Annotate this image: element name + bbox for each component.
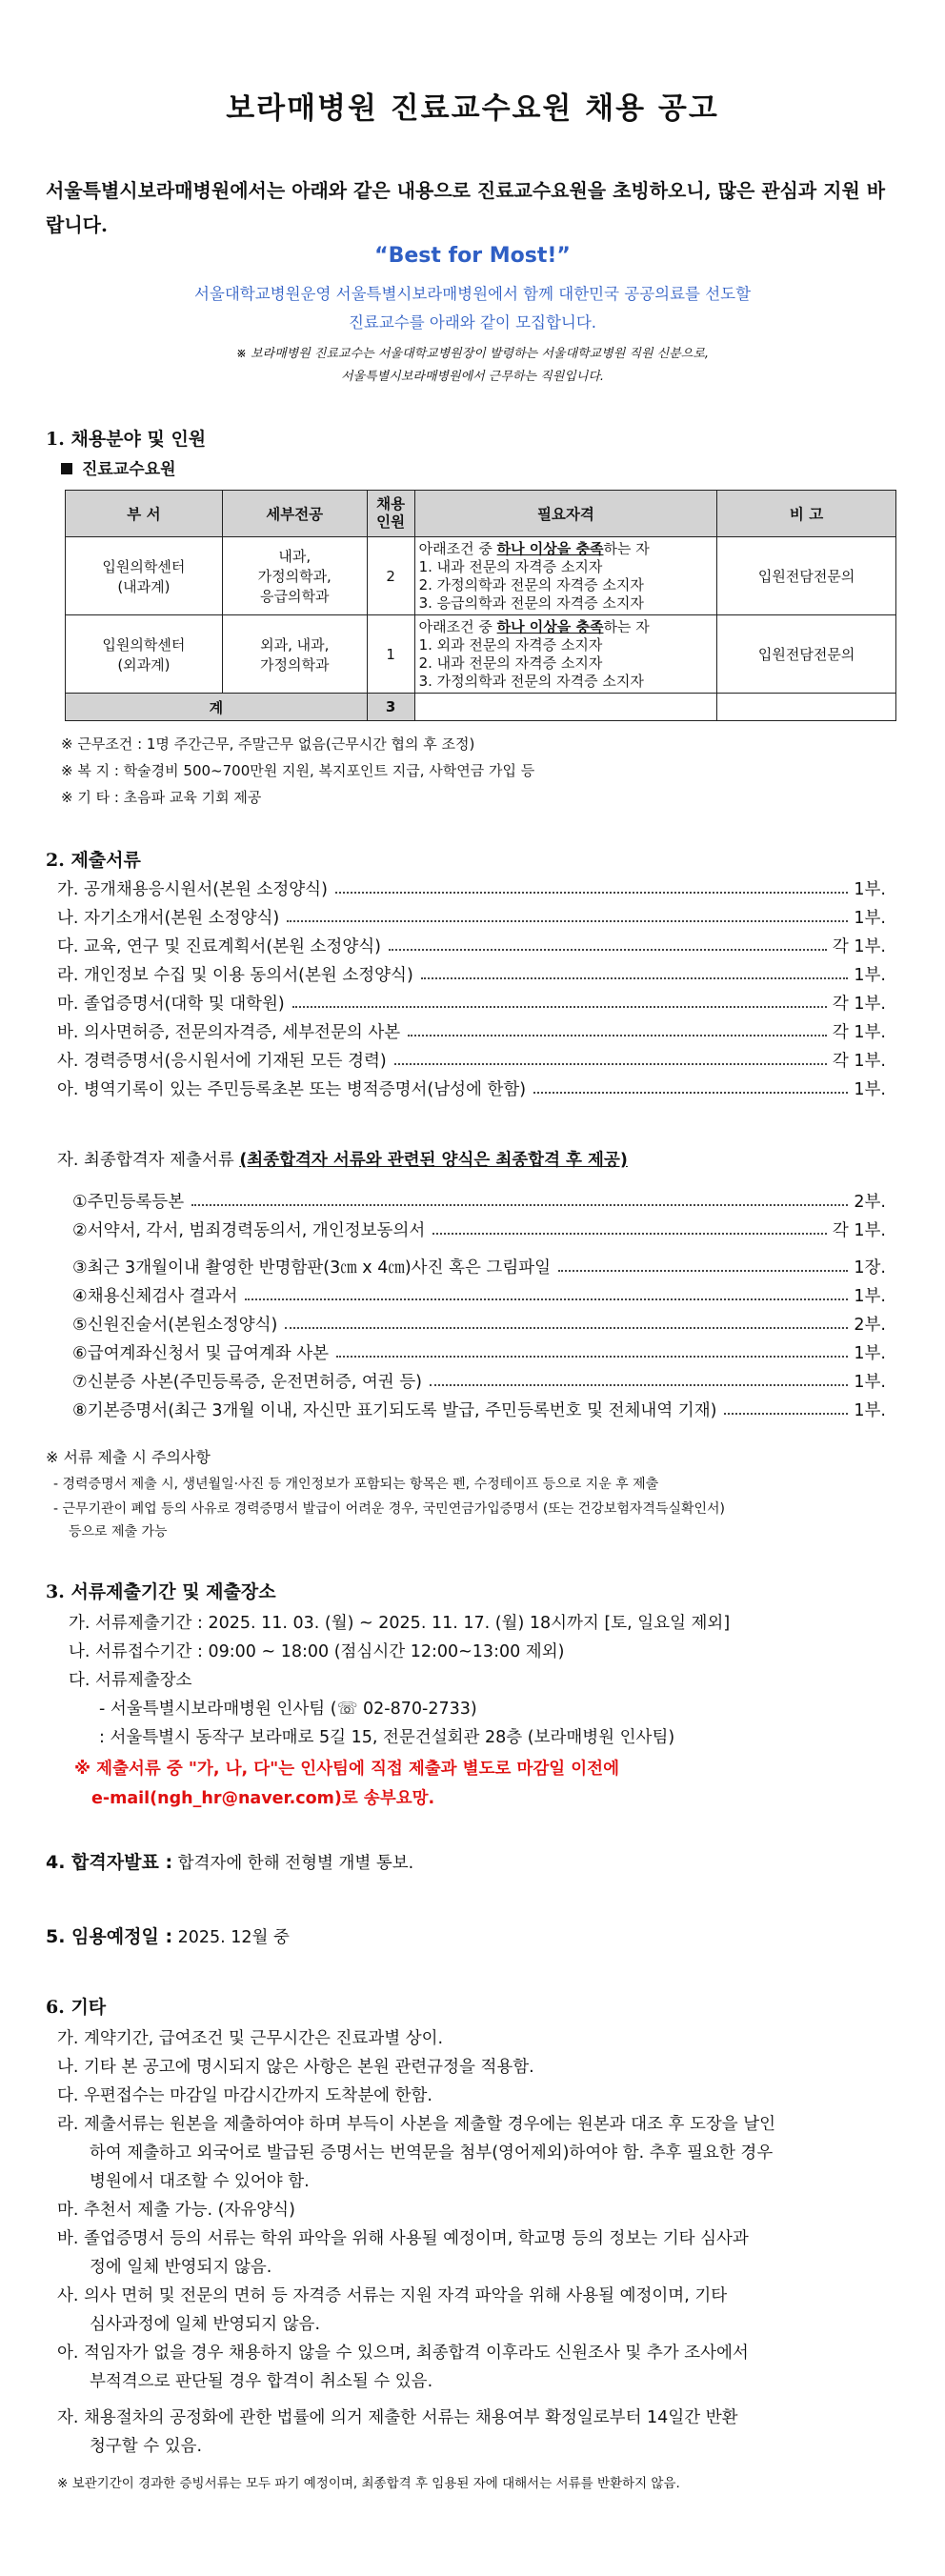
leader-dots (558, 1270, 848, 1272)
leader-dots (533, 1092, 848, 1094)
etc-line: 다. 우편접수는 마감일 마감시간까지 도착분에 한함. (57, 2086, 432, 2105)
etc-line: 마. 추천서 제출 가능. (자유양식) (57, 2201, 295, 2220)
document-count: 각 1부. (832, 995, 886, 1014)
document-item: 마. 졸업증명서(대학 및 대학원) (57, 995, 285, 1014)
condition-welfare: ※ 복 지 : 학술경비 500~700만원 지원, 복지포인트 지급, 사학연금 가입 등 (61, 762, 535, 779)
cell-note: 입원전담전문의 (717, 537, 896, 615)
table-header-row (66, 491, 896, 537)
cell-major: 내과, 가정의학과, 응급의학과 (222, 537, 367, 615)
leader-dots (285, 1327, 848, 1329)
square-bullet-icon (61, 463, 72, 474)
cell-requirements: 아래조건 중 하나 이상을 충족하는 자 1. 내과 전문의 자격증 소지자 2. 가정의학과 전문의 자격증 소지자 3. 응급의학과 전문의 자격증 소지자 (414, 537, 717, 615)
leader-dots (389, 949, 827, 951)
section-1-heading: 1. 채용분야 및 인원 (46, 429, 207, 450)
condition-other: ※ 기 타 : 초음파 교육 기회 제공 (61, 789, 262, 806)
submission-place-2: : 서울특별시 동작구 보라매로 5길 15, 전문건설회관 28층 (보라매병원 인사팀) (99, 1728, 675, 1747)
submission-time: 나. 서류접수기간 : 09:00 ~ 18:00 (점심시간 12:00~13:00 제외) (69, 1642, 565, 1661)
email-warning-2: e-mail(ngh_hr@naver.com)로 송부요망. (91, 1789, 435, 1808)
etc-line: 부적격으로 판단될 경우 합격이 취소될 수 있음. (90, 2372, 433, 2391)
table-total-row (66, 694, 896, 721)
document-count: 각 1부. (832, 1052, 886, 1071)
caution-title: ※ 서류 제출 시 주의사항 (46, 1448, 211, 1466)
note-line-1: ※ 보라매병원 진료교수는 서울대학교병원장이 발령하는 서울대학교병원 직원 신분으로, (235, 347, 710, 361)
caution-2: - 근무기관이 폐업 등의 사유로 경력증명서 발급이 어려운 경우, 국민연금가입증명서 (또는 건강보험자격득실확인서) (53, 1501, 726, 1517)
leader-dots (408, 1035, 827, 1036)
leader-dots (191, 1204, 848, 1206)
document-item: 다. 교육, 연구 및 진료계획서(본원 소정양식) (57, 937, 381, 956)
etc-line: 바. 졸업증명서 등의 서류는 학위 파악을 위해 사용될 예정이며, 학교명 등의 정보는 기타 심사과 (57, 2229, 749, 2248)
document-item: 라. 개인정보 수집 및 이용 동의서(본원 소정양식) (57, 966, 413, 985)
table-row (66, 537, 896, 615)
document-count: 1부. (854, 1344, 886, 1363)
table-row (66, 615, 896, 694)
etc-line: 나. 기타 본 공고에 명시되지 않은 사항은 본원 관련규정을 적용함. (57, 2058, 534, 2077)
etc-line: 아. 적임자가 없을 경우 채용하지 않을 수 있으며, 최종합격 이후라도 신원조사 및 추가 조사에서 (57, 2344, 749, 2363)
document-item: ④채용신체검사 결과서 (72, 1287, 238, 1306)
slogan: “Best for Most!” (374, 244, 571, 268)
document-count: 1부. (854, 1287, 886, 1306)
header-note: 비 고 (717, 491, 896, 537)
subheading-label: 진료교수요원 (82, 460, 176, 479)
section-6-heading: 6. 기타 (46, 1997, 107, 2018)
cell-count: 1 (367, 615, 414, 694)
document-item: 바. 의사면허증, 전문의자격증, 세부전문의 사본 (57, 1023, 401, 1042)
recruit-table (65, 490, 896, 721)
document-item: 아. 병역기록이 있는 주민등록초본 또는 병적증명서(남성에 한함) (57, 1080, 527, 1099)
caution-1: - 경력증명서 제출 시, 생년월일·사진 등 개인정보가 포함되는 항목은 펜, 수정테이프 등으로 지운 후 제출 (53, 1477, 659, 1492)
leader-dots (336, 1356, 848, 1358)
document-item: 나. 자기소개서(본원 소정양식) (57, 909, 280, 928)
cell-major: 외과, 내과, 가정의학과 (222, 615, 367, 694)
slogan-line-2: 진료교수를 아래와 같이 모집합니다. (348, 313, 597, 332)
document-item: ①주민등록등본 (72, 1193, 185, 1212)
section-2-heading: 2. 제출서류 (46, 850, 141, 871)
document-item: 사. 경력증명서(응시원서에 기재된 모든 경력) (57, 1052, 387, 1071)
header-count: 채용 인원 (367, 491, 414, 537)
etc-line: 가. 계약기간, 급여조건 및 근무시간은 진료과별 상이. (57, 2029, 444, 2048)
document-count: 1장. (854, 1258, 886, 1278)
etc-line: 하여 제출하고 외국어로 발급된 증명서는 번역문을 첨부(영어제외)하여야 함. 추후 필요한 경우 (90, 2143, 774, 2163)
total-label: 계 (66, 694, 368, 721)
intro-text: 서울특별시보라매병원에서는 아래와 같은 내용으로 진료교수요원을 초빙하오니, 많은 관심과 지원 바랍니다. (46, 179, 886, 236)
document-count: 각 1부. (832, 937, 886, 956)
total-count: 3 (367, 694, 414, 721)
etc-line: 사. 의사 면허 및 전문의 면허 등 자격증 서류는 지원 자격 파악을 위해 사용될 예정이며, 기타 (57, 2286, 728, 2305)
page-title: 보라매병원 진료교수요원 채용 공고 (226, 91, 719, 126)
document-count: 1부. (854, 1080, 886, 1099)
email-warning-1: ※ 제출서류 중 "가, 나, 다"는 인사팀에 직접 제출과 별도로 마감일 이전에 (74, 1760, 619, 1779)
leader-dots (292, 1006, 827, 1008)
etc-line: 청구할 수 있음. (90, 2437, 203, 2456)
document-count: 1부. (854, 1401, 886, 1420)
leader-dots (335, 892, 848, 894)
caution-2-cont: 등으로 제출 가능 (69, 1524, 168, 1540)
document-count: 각 1부. (832, 1221, 886, 1240)
total-empty (414, 694, 717, 721)
header-requirements: 필요자격 (414, 491, 717, 537)
header-major: 세부전공 (222, 491, 367, 537)
etc-line: 라. 제출서류는 원본을 제출하여야 하며 부득이 사본을 제출할 경우에는 원본과 대조 후 도장을 날인 (57, 2115, 776, 2134)
leader-dots (724, 1413, 848, 1415)
cell-dept: 입원의학센터 (내과계) (66, 537, 223, 615)
note-line-2: 서울특별시보라매병원에서 근무하는 직원입니다. (340, 370, 605, 384)
section-5: 5. 임용예정일 : 2025. 12월 중 (46, 1926, 290, 1947)
document-item: ⑧기본증명서(최근 3개월 이내, 자신만 표기되도록 발급, 주민등록번호 및 전체내역 기재) (72, 1401, 717, 1420)
document-count: 2부. (854, 1316, 886, 1335)
etc-line: 자. 채용절차의 공정화에 관한 법률에 의거 제출한 서류는 채용여부 확정일로부터 14일간 반환 (57, 2408, 738, 2427)
condition-work: ※ 근무조건 : 1명 주간근무, 주말근무 없음(근무시간 협의 후 조정) (61, 735, 475, 753)
submission-place-1: - 서울특별시보라매병원 인사팀 (☏ 02-870-2733) (99, 1700, 477, 1719)
document-count: 각 1부. (832, 1023, 886, 1042)
leader-dots (430, 1384, 848, 1386)
document-count: 1부. (854, 1373, 886, 1392)
section-3-heading: 3. 서류제출기간 및 제출장소 (46, 1581, 276, 1602)
cell-requirements: 아래조건 중 하나 이상을 충족하는 자 1. 외과 전문의 자격증 소지자 2. 내과 전문의 자격증 소지자 3. 가정의학과 전문의 자격증 소지자 (414, 615, 717, 694)
cell-note: 입원전담전문의 (717, 615, 896, 694)
header-dept: 부 서 (66, 491, 223, 537)
document-count: 1부. (854, 966, 886, 985)
etc-line: 심사과정에 일체 반영되지 않음. (90, 2315, 321, 2334)
leader-dots (421, 977, 849, 979)
leader-dots (287, 920, 848, 922)
etc-footnote: ※ 보관기간이 경과한 증빙서류는 모두 파기 예정이며, 최종합격 후 임용된 자에 대해서는 서류를 반환하지 않음. (57, 2476, 680, 2491)
section-1-subheading (61, 455, 176, 479)
submission-period: 가. 서류제출기간 : 2025. 11. 03. (월) ~ 2025. 11. 17. (월) 18시까지 [토, 일요일 제외] (69, 1614, 731, 1633)
document-item: ②서약서, 각서, 범죄경력동의서, 개인정보동의서 (72, 1221, 426, 1240)
document-item: ⑤신원진술서(본원소정양식) (72, 1316, 278, 1335)
submission-place-label: 다. 서류제출장소 (69, 1671, 192, 1690)
slogan-line-1: 서울대학교병원운영 서울특별시보라매병원에서 함께 대한민국 공공의료를 선도할 (193, 285, 752, 303)
total-empty (717, 694, 896, 721)
leader-dots (394, 1063, 827, 1065)
document-item: ⑥급여계좌신청서 및 급여계좌 사본 (72, 1344, 330, 1363)
document-count: 1부. (854, 880, 886, 899)
etc-line: 정에 일체 반영되지 않음. (90, 2258, 272, 2277)
cell-count: 2 (367, 537, 414, 615)
document-item: ⑦신분증 사본(주민등록증, 운전면허증, 여권 등) (72, 1373, 423, 1392)
leader-dots (432, 1233, 827, 1235)
leader-dots (245, 1298, 848, 1300)
section-4: 4. 합격자발표 : 합격자에 한해 전형별 개별 통보. (46, 1852, 414, 1873)
document-count: 1부. (854, 909, 886, 928)
document-item: ③최근 3개월이내 촬영한 반명함판(3㎝ x 4㎝)사진 혹은 그림파일 (72, 1258, 552, 1278)
cell-dept: 입원의학센터 (외과계) (66, 615, 223, 694)
etc-line: 병원에서 대조할 수 있어야 함. (90, 2172, 310, 2191)
document-count: 2부. (854, 1193, 886, 1212)
document-item: 가. 공개채용응시원서(본원 소정양식) (57, 880, 328, 899)
final-docs-heading: 자. 최종합격자 제출서류 (최종합격자 서류와 관련된 양식은 최종합격 후 제공) (57, 1151, 628, 1170)
